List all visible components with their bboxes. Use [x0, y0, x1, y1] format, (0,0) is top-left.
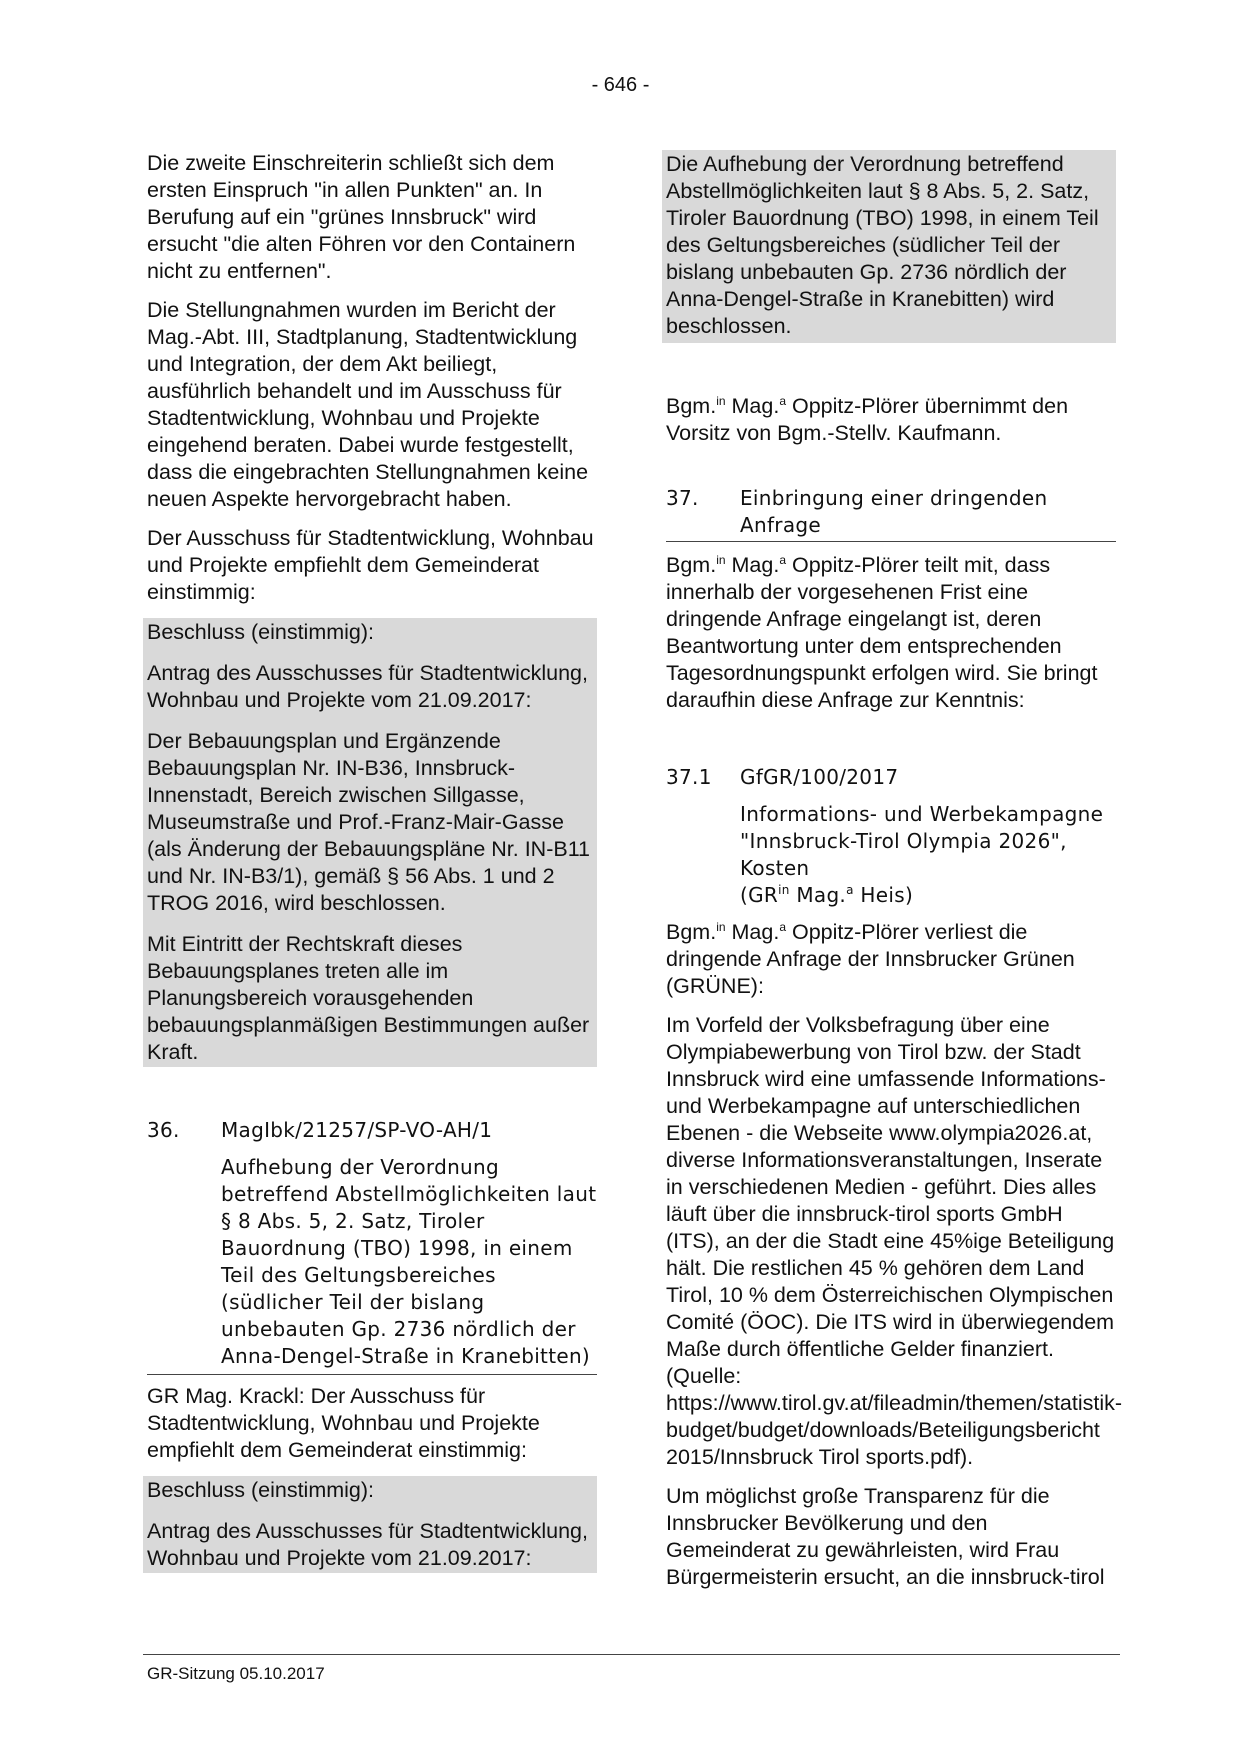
- superscript: a: [779, 553, 787, 567]
- paragraph-verliest-text: Oppitz-Plörer verliest die dringende Anfrage der Innsbrucker Grünen (GRÜNE):: [666, 920, 1075, 998]
- resolution-label: Beschluss (einstimmig):: [147, 620, 374, 644]
- paragraph-transparenz: Um möglichst große Transparenz für die Innsbrucker Bevölkerung und den Gemeinderat zu gewährleisten, wird Frau Bürgermeisterin ersucht, an die innsbruck-tirol: [666, 1484, 1105, 1589]
- paragraph-stellungnahmen: Die Stellungnahmen wurden im Bericht der Mag.-Abt. III, Stadtplanung, Stadtentwicklung und Integration, der dem Akt beiliegt, ausführlich behandelt und im Ausschuss für Stadtentwicklung, Wohnbau und Projekte eingehend beraten. Dabei wurde festgestellt, dass die eingebrachten Stellungnahmen keine neuen Aspekte hervorgebracht haben.: [147, 298, 589, 511]
- paragraph-quelle: (Quelle: https://www.tirol.gv.at/fileadmin/themen/statistik-budget/budget/downloads/Beteiligungsbericht 2015/Innsbruck Tirol sports.pdf).: [666, 1364, 1123, 1469]
- bgm-title: Bgm.: [666, 920, 717, 944]
- resolution-text: Die Aufhebung der Verordnung betreffend Abstellmöglichkeiten laut § 8 Abs. 5, 2. Satz, Tiroler Bauordnung (TBO) 1998, in einem Teil des Geltungsbereiches (südlicher Teil der bislang unbebauten Gp. 2736 nördlich der Anna-Dengel-Straße in Kranebitten) wird beschlossen.: [666, 152, 1099, 338]
- paragraph-anfrage-mitteilung: [666, 552, 1116, 714]
- paragraph-olympia-kampagne: Im Vorfeld der Volksbefragung über eine Olympiabewerbung von Tirol bzw. der Stadt Innsbruck wird eine umfassende Informations- und Werbekampagne auf unterschiedlichen Ebenen - die Webseite www.olympia2026.at, diverse Informationsveranstaltungen, Inserate in verschiedenen Medien - geführt. Dies alles läuft über die innsbruck-tirol sports GmbH (ITS), an der die Stadt eine 45%ige Beteiligung hält. Die restlichen 45 % gehören dem Land Tirol, 10 % dem Österreichischen Olympischen Comité (ÖOC). Die ITS wird in überwiegendem Maße durch öffentliche Gelder finanziert.: [666, 1013, 1115, 1361]
- paragraph-anfrage-text: Oppitz-Plörer teilt mit, dass innerhalb der vorgesehenen Frist eine dringende Anfrage eingelangt ist, deren Beantwortung unter dem entsprechenden Tagesordnungspunkt erfolgen wird. Sie bringt daraufhin diese Anfrage zur Kenntnis:: [666, 553, 1098, 712]
- superscript: in: [716, 553, 726, 567]
- agenda-item-37: [666, 485, 1116, 542]
- superscript: in: [716, 394, 726, 408]
- agenda-item-36: [147, 1117, 597, 1375]
- mag-title: Mag.: [731, 553, 780, 577]
- superscript: a: [779, 394, 787, 408]
- resolution-text-2: Mit Eintritt der Rechtskraft dieses Bebauungsplanes treten alle im Planungsbereich vorausgehenden bebauungsplanmäßigen Bestimmungen außer Kraft.: [147, 932, 590, 1064]
- agenda-item-number: 36.: [147, 1118, 180, 1142]
- resolution-motion: Antrag des Ausschusses für Stadtentwicklung, Wohnbau und Projekte vom 21.09.2017:: [147, 661, 588, 712]
- mag-title: Mag.: [731, 920, 780, 944]
- agenda-item-title: Aufhebung der Verordnung betreffend Abstellmöglichkeiten laut § 8 Abs. 5, 2. Satz, Tiroler Bauordnung (TBO) 1998, in einem Teil des Geltungsbereiches (südlicher Teil der bislang unbebauten Gp. 2736 nördlich der Anna-Dengel-Straße in Kranebitten): [221, 1155, 597, 1368]
- resolution-box-2: [143, 1476, 597, 1573]
- footer-divider: [143, 1654, 1120, 1655]
- left-column: [147, 150, 597, 1573]
- agenda-item-code: MagIbk/21257/SP-VO-AH/1: [221, 1118, 493, 1142]
- agenda-item-code: GfGR/100/2017: [740, 765, 899, 789]
- paragraph-vorsitz-text: Oppitz-Plörer übernimmt den Vorsitz von Bgm.-Stellv. Kaufmann.: [666, 394, 1069, 445]
- agenda-item-title: Informations- und Werbekampagne "Innsbruck-Tirol Olympia 2026", Kosten: [740, 802, 1104, 880]
- agenda-item-author: ($GR^{in}$ Mag.$^a$ Heis): [740, 883, 914, 907]
- right-column: [666, 150, 1123, 1591]
- resolution-motion: Antrag des Ausschusses für Stadtentwicklung, Wohnbau und Projekte vom 21.09.2017:: [147, 1519, 588, 1570]
- resolution-label: Beschluss (einstimmig):: [147, 1478, 374, 1502]
- mag-title: Mag.: [731, 394, 780, 418]
- agenda-item-number: 37.1: [666, 765, 712, 789]
- resolution-text: Der Bebauungsplan und Ergänzende Bebauungsplan Nr. IN-B36, Innsbruck-Innenstadt, Bereich zwischen Sillgasse, Museumstraße und Prof.-Franz-Mair-Gasse (als Änderung der Bebauungspläne Nr. IN-B11 und Nr. IN-B3/1), gemäß § 56 Abs. 1 und 2 TROG 2016, wird beschlossen.: [147, 729, 591, 915]
- footer-session-date: GR-Sitzung 05.10.2017: [147, 1664, 325, 1683]
- agenda-item-37-1: [666, 764, 1116, 909]
- bgm-title: Bgm.: [666, 553, 717, 577]
- superscript: in: [716, 920, 726, 934]
- page-number: - 646 -: [591, 74, 650, 96]
- paragraph-krackl: GR Mag. Krackl: Der Ausschuss für Stadtentwicklung, Wohnbau und Projekte empfiehlt dem Gemeinderat einstimmig:: [147, 1384, 540, 1462]
- paragraph-ausschuss-empfehlung: Der Ausschuss für Stadtentwicklung, Wohnbau und Projekte empfiehlt dem Gemeinderat einstimmig:: [147, 526, 594, 604]
- paragraph-einschreiterin: Die zweite Einschreiterin schließt sich dem ersten Einspruch "in allen Punkten" an. In Berufung auf ein "grünes Innsbruck" wird ersucht "die alten Föhren vor den Containern nicht zu entfernen".: [147, 151, 576, 283]
- agenda-item-title: Einbringung einer dringenden Anfrage: [740, 486, 1048, 537]
- resolution-box: [143, 618, 597, 1067]
- paragraph-verliest: [666, 919, 1116, 1000]
- agenda-item-number: 37.: [666, 486, 699, 510]
- resolution-box-continued: [662, 150, 1116, 343]
- bgm-title: Bgm.: [666, 394, 717, 418]
- superscript: a: [779, 920, 787, 934]
- paragraph-vorsitz: [666, 393, 1116, 447]
